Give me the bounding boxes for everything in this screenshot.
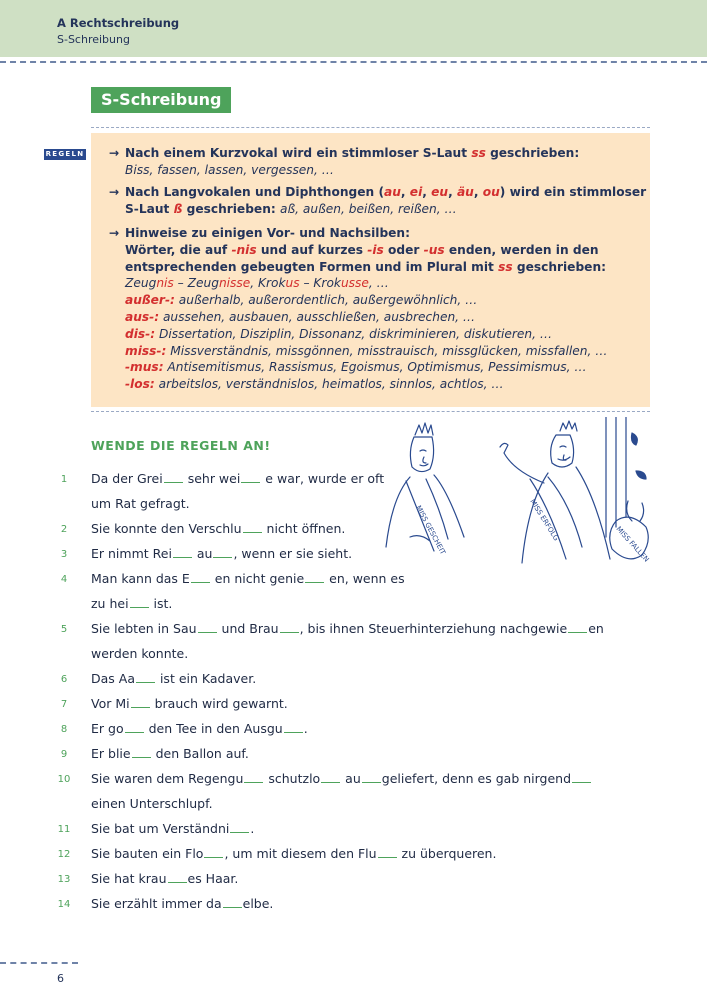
rule-1-examples: Biss, fassen, lassen, vergessen, … — [125, 162, 334, 177]
blank-field[interactable] — [168, 871, 187, 883]
blank-field[interactable] — [321, 771, 340, 783]
exercise-heading: WENDE DIE REGELN AN! — [91, 438, 271, 453]
exercise-line: Vor Mi brauch wird gewarnt. — [91, 696, 288, 711]
exercise-number: 6 — [60, 674, 68, 685]
exercise-line: um Rat gefragt. — [91, 496, 190, 511]
blank-field[interactable] — [191, 571, 210, 583]
blank-field[interactable] — [132, 746, 151, 758]
blank-field[interactable] — [362, 771, 381, 783]
blank-field[interactable] — [164, 471, 183, 483]
exercise-line: Sie hat krau es Haar. — [91, 871, 239, 886]
caricature-illustration — [380, 417, 660, 577]
exercise-line: Er go den Tee in den Ausgu . — [91, 721, 308, 736]
chapter-title: A Rechtschreibung — [57, 16, 180, 30]
rule-3-example: Zeugnis – Zeugnisse, Krokus – Krokusse, … — [125, 276, 389, 291]
rulebox-top-divider — [91, 127, 650, 128]
rule-2-examples: aß, außen, beißen, reißen, … — [279, 201, 457, 216]
rule-2: → Nach Langvokalen und Diphthongen (au, ei, eu, äu, ou) wird ein stimmloser S-Laut ß geschrieben: aß, außen, beißen, reißen, … — [109, 185, 647, 216]
blank-field[interactable] — [243, 521, 262, 533]
blank-field[interactable] — [130, 596, 149, 608]
blank-field[interactable] — [572, 771, 591, 783]
blank-field[interactable] — [284, 721, 303, 733]
blank-field[interactable] — [244, 771, 263, 783]
blank-field[interactable] — [173, 546, 192, 558]
exercise-number: 14 — [57, 899, 71, 910]
exercise-line: zu hei ist. — [91, 596, 173, 611]
blank-field[interactable] — [198, 621, 217, 633]
arrow-right-icon: → — [109, 226, 120, 240]
exercise-number: 8 — [60, 724, 68, 735]
exercise-number: 10 — [57, 774, 71, 785]
exercise-line: werden konnte. — [91, 646, 189, 661]
exercise-line: Sie bat um Verständni . — [91, 821, 255, 836]
exercise-number: 2 — [60, 524, 68, 535]
header-divider — [0, 61, 707, 63]
exercise-line: Er blie den Ballon auf. — [91, 746, 249, 761]
blank-field[interactable] — [223, 896, 242, 908]
rulebox-bottom-divider — [91, 411, 650, 412]
blank-field[interactable] — [204, 846, 223, 858]
suffix-los: -los: arbeitslos, verständnislos, heimatlos, sinnlos, achtlos, … — [125, 377, 504, 392]
exercise-line: Sie konnte den Verschlu nicht öffnen. — [91, 521, 346, 536]
suffix-mus: -mus: Antisemitismus, Rassismus, Egoismus, Optimismus, Pessimismus, … — [125, 360, 587, 375]
blank-field[interactable] — [131, 696, 150, 708]
page-number: 6 — [57, 972, 64, 985]
blank-field[interactable] — [136, 671, 155, 683]
crown-icon — [415, 423, 433, 435]
exercise-line: Man kann das E en nicht genie en, wenn es — [91, 571, 405, 586]
prefix-dis: dis-: Dissertation, Disziplin, Dissonanz, diskriminieren, diskutieren, … — [125, 326, 553, 341]
exercise-number: 11 — [57, 824, 71, 835]
exercise-number: 1 — [60, 474, 68, 485]
exercise-line: Sie bauten ein Flo , um mit diesem den Flu zu überqueren. — [91, 846, 497, 861]
blank-field[interactable] — [125, 721, 144, 733]
exercise-number: 12 — [57, 849, 71, 860]
rule-1: → Nach einem Kurzvokal wird ein stimmloser S-Laut ss geschrieben: Biss, fassen, lassen, vergessen, … — [109, 146, 580, 177]
exercise-number: 9 — [60, 749, 68, 760]
sash-label-3: MISS FALLEN — [614, 524, 651, 564]
blank-field[interactable] — [280, 621, 299, 633]
exercise-number: 5 — [60, 624, 68, 635]
blank-field[interactable] — [305, 571, 324, 583]
blank-field[interactable] — [378, 846, 397, 858]
footer-divider — [0, 962, 78, 964]
sash-label-2: MISS ERFOLG — [528, 497, 561, 543]
rule-3: → Hinweise zu einigen Vor- und Nachsilben: Wörter, die auf -nis und auf kurzes -is oder -us enden, werden in den entsprechenden gebeugten Formen und im Plural mit ss geschrieben: Zeugnis – Zeugnisse, Krokus – Krokusse, … außer-: außerhalb, außerordentlich, außergewöhnlich, … aus-: aussehen, ausbauen, ausschließen, ausbrechen, … dis-: Dissertation, Disziplin, Dissonanz, diskriminieren, diskutieren, … miss-: Missverständnis, missgönnen, misstrauisch, missglücken, missfallen, … -mus: Antisemitismus, Rassismus, Egoismus, Optimismus, Pessimismus, … -los: arbeitslos, verständnislos, heimatlos, sinnlos, achtlos, … — [109, 226, 608, 392]
exercise-line: Sie lebten in Sau und Brau , bis ihnen Steuerhinterziehung nachgewie en — [91, 621, 604, 636]
rules-box — [91, 133, 650, 407]
crown-icon — [560, 421, 577, 431]
exercise-line: Er nimmt Rei au , wenn er sie sieht. — [91, 546, 353, 561]
regeln-badge: REGELN — [45, 150, 85, 158]
exercise-number: 13 — [57, 874, 71, 885]
exercise-number: 3 — [60, 549, 68, 560]
blank-field[interactable] — [241, 471, 260, 483]
blank-field[interactable] — [568, 621, 587, 633]
exercise-line: Das Aa ist ein Kadaver. — [91, 671, 257, 686]
prefix-ausser: außer-: außerhalb, außerordentlich, außergewöhnlich, … — [125, 293, 478, 308]
page-title: S-Schreibung — [91, 87, 231, 113]
sash-label-1: MISS GESCHEIT — [414, 504, 447, 556]
exercise-line: Da der Grei sehr wei e war, wurde er oft — [91, 471, 385, 486]
prefix-aus: aus-: aussehen, ausbauen, ausschließen, ausbrechen, … — [125, 309, 476, 324]
exercise-number: 7 — [60, 699, 68, 710]
blank-field[interactable] — [230, 821, 249, 833]
blank-field[interactable] — [213, 546, 232, 558]
exercise-line: Sie erzählt immer da elbe. — [91, 896, 274, 911]
exercise-line: Sie waren dem Regengu schutzlo au geliefert, denn es gab nirgend — [91, 771, 592, 786]
arrow-right-icon: → — [109, 185, 120, 199]
arrow-right-icon: → — [109, 146, 120, 160]
exercise-line: einen Unterschlupf. — [91, 796, 213, 811]
prefix-miss: miss-: Missverständnis, missgönnen, misstrauisch, missglücken, missfallen, … — [125, 343, 608, 358]
exercise-number: 4 — [60, 574, 68, 585]
section-title: S-Schreibung — [57, 33, 130, 46]
page-header — [0, 0, 707, 57]
